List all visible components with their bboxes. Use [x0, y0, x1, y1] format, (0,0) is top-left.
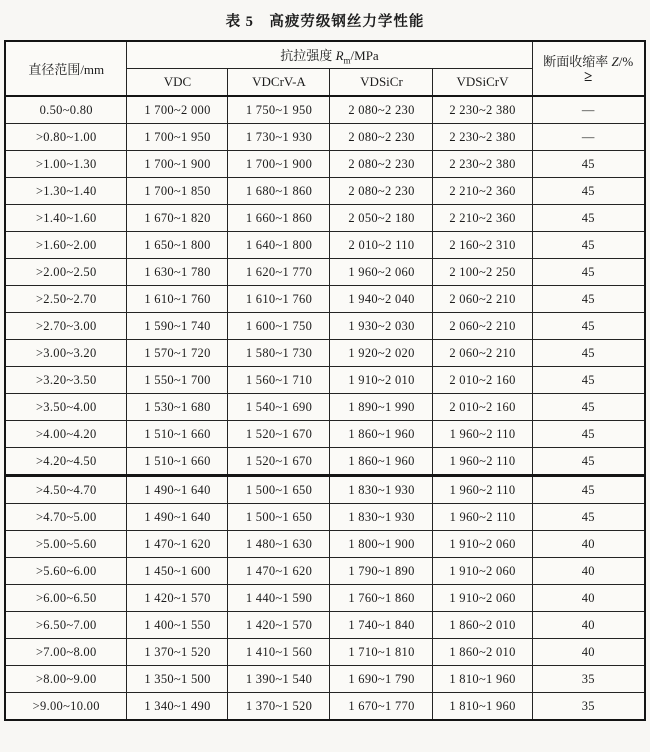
tensile-symbol-subscript: m: [343, 55, 351, 66]
reduction-unit: /%: [618, 54, 634, 69]
cell-tensile-range: 1 570~1 720: [127, 340, 228, 367]
cell-diameter-range: >2.70~3.00: [5, 313, 127, 340]
table-row: [5, 504, 645, 531]
cell-tensile-range: 1 470~1 620: [228, 558, 330, 585]
cell-tensile-range: 1 810~1 960: [433, 693, 532, 721]
cell-tensile-range: 1 540~1 690: [228, 394, 330, 421]
cell-tensile-range: 1 680~1 860: [228, 178, 330, 205]
cell-tensile-range: 1 590~1 740: [127, 313, 228, 340]
cell-tensile-range: 1 340~1 490: [127, 693, 228, 721]
cell-diameter-range: >4.20~4.50: [5, 448, 127, 476]
cell-tensile-range: 1 500~1 650: [228, 504, 330, 531]
tensile-symbol: R: [335, 47, 344, 63]
cell-reduction: 45: [532, 421, 645, 448]
cell-diameter-range: >0.80~1.00: [5, 124, 127, 151]
cell-tensile-range: 1 960~2 110: [433, 448, 532, 476]
cell-tensile-range: 1 890~1 990: [330, 394, 433, 421]
cell-tensile-range: 1 410~1 560: [228, 639, 330, 666]
cell-tensile-range: 1 370~1 520: [127, 639, 228, 666]
cell-tensile-range: 1 420~1 570: [228, 612, 330, 639]
cell-tensile-range: 1 710~1 810: [330, 639, 433, 666]
cell-diameter-range: >3.50~4.00: [5, 394, 127, 421]
cell-tensile-range: 2 230~2 380: [433, 124, 532, 151]
cell-tensile-range: 2 080~2 230: [330, 151, 433, 178]
cell-tensile-range: 2 210~2 360: [433, 205, 532, 232]
cell-tensile-range: 2 210~2 360: [433, 178, 532, 205]
cell-reduction: 45: [532, 476, 645, 504]
table-row: [5, 612, 645, 639]
cell-tensile-range: 1 500~1 650: [228, 476, 330, 504]
cell-tensile-range: 1 740~1 840: [330, 612, 433, 639]
cell-reduction: 45: [532, 205, 645, 232]
cell-tensile-range: 1 610~1 760: [228, 286, 330, 313]
cell-tensile-range: 1 960~2 110: [433, 476, 532, 504]
cell-tensile-range: 1 450~1 600: [127, 558, 228, 585]
cell-tensile-range: 1 470~1 620: [127, 531, 228, 558]
cell-tensile-range: 2 010~2 160: [433, 367, 532, 394]
cell-tensile-range: 2 010~2 110: [330, 232, 433, 259]
cell-tensile-range: 1 580~1 730: [228, 340, 330, 367]
cell-tensile-range: 1 520~1 670: [228, 448, 330, 476]
header-tensile-strength: [127, 41, 532, 69]
cell-tensile-range: 1 620~1 770: [228, 259, 330, 286]
table-row: [5, 448, 645, 476]
cell-tensile-range: 1 860~2 010: [433, 639, 532, 666]
cell-tensile-range: 1 700~1 900: [228, 151, 330, 178]
cell-diameter-range: >2.50~2.70: [5, 286, 127, 313]
cell-diameter-range: >4.50~4.70: [5, 476, 127, 504]
cell-reduction: —: [532, 96, 645, 124]
cell-reduction: 35: [532, 666, 645, 693]
cell-tensile-range: 1 910~2 060: [433, 585, 532, 612]
cell-diameter-range: >7.00~8.00: [5, 639, 127, 666]
table-row: [5, 639, 645, 666]
table-row: [5, 531, 645, 558]
tensile-unit: /MPa: [350, 47, 379, 63]
cell-tensile-range: 1 910~2 060: [433, 531, 532, 558]
reduction-label-text: 断面收缩率: [543, 54, 612, 69]
cell-tensile-range: 2 010~2 160: [433, 394, 532, 421]
cell-diameter-range: >6.00~6.50: [5, 585, 127, 612]
cell-tensile-range: 1 420~1 570: [127, 585, 228, 612]
cell-tensile-range: 1 960~2 060: [330, 259, 433, 286]
cell-reduction: 40: [532, 558, 645, 585]
cell-tensile-range: 2 230~2 380: [433, 96, 532, 124]
cell-diameter-range: >2.00~2.50: [5, 259, 127, 286]
cell-diameter-range: >3.20~3.50: [5, 367, 127, 394]
cell-reduction: 35: [532, 693, 645, 721]
cell-tensile-range: 1 490~1 640: [127, 504, 228, 531]
cell-tensile-range: 1 670~1 820: [127, 205, 228, 232]
table-row: [5, 232, 645, 259]
cell-tensile-range: 2 080~2 230: [330, 96, 433, 124]
cell-tensile-range: 1 700~1 850: [127, 178, 228, 205]
cell-diameter-range: 0.50~0.80: [5, 96, 127, 124]
mechanical-properties-table: [4, 40, 646, 721]
header-grade-vdcrv-a: VDCrV-A: [228, 69, 330, 97]
cell-tensile-range: 1 440~1 590: [228, 585, 330, 612]
cell-reduction: 40: [532, 531, 645, 558]
cell-tensile-range: 1 480~1 630: [228, 531, 330, 558]
cell-tensile-range: 1 400~1 550: [127, 612, 228, 639]
cell-tensile-range: 1 910~2 010: [330, 367, 433, 394]
cell-tensile-range: 2 080~2 230: [330, 178, 433, 205]
cell-tensile-range: 1 830~1 930: [330, 476, 433, 504]
cell-diameter-range: >5.60~6.00: [5, 558, 127, 585]
cell-tensile-range: 1 760~1 860: [330, 585, 433, 612]
cell-tensile-range: 1 830~1 930: [330, 504, 433, 531]
table-row: [5, 585, 645, 612]
cell-tensile-range: 1 930~2 030: [330, 313, 433, 340]
cell-diameter-range: >1.30~1.40: [5, 178, 127, 205]
cell-diameter-range: >4.70~5.00: [5, 504, 127, 531]
cell-tensile-range: 1 550~1 700: [127, 367, 228, 394]
cell-tensile-range: 1 350~1 500: [127, 666, 228, 693]
cell-tensile-range: 2 230~2 380: [433, 151, 532, 178]
cell-tensile-range: 1 390~1 540: [228, 666, 330, 693]
greater-equal-sign: ≥: [584, 69, 593, 85]
cell-tensile-range: 1 690~1 790: [330, 666, 433, 693]
reduction-label: [533, 52, 645, 69]
cell-tensile-range: 1 910~2 060: [433, 558, 532, 585]
cell-tensile-range: 2 060~2 210: [433, 286, 532, 313]
cell-reduction: 45: [532, 448, 645, 476]
table-row: [5, 178, 645, 205]
cell-tensile-range: 1 810~1 960: [433, 666, 532, 693]
cell-diameter-range: >1.00~1.30: [5, 151, 127, 178]
table-row: [5, 666, 645, 693]
cell-diameter-range: >1.40~1.60: [5, 205, 127, 232]
cell-reduction: 40: [532, 639, 645, 666]
table-row: [5, 421, 645, 448]
cell-tensile-range: 1 960~2 110: [433, 504, 532, 531]
table-body: [5, 96, 645, 720]
cell-tensile-range: 1 700~2 000: [127, 96, 228, 124]
table-row: [5, 367, 645, 394]
cell-tensile-range: 1 630~1 780: [127, 259, 228, 286]
cell-tensile-range: 1 800~1 900: [330, 531, 433, 558]
cell-tensile-range: 1 750~1 950: [228, 96, 330, 124]
cell-tensile-range: 1 650~1 800: [127, 232, 228, 259]
cell-diameter-range: >5.00~5.60: [5, 531, 127, 558]
header-grade-vdsicrv: VDSiCrV: [433, 69, 532, 97]
cell-tensile-range: 2 060~2 210: [433, 340, 532, 367]
table-caption: 表 5 高疲劳级钢丝力学性能: [225, 14, 425, 30]
table-row: [5, 151, 645, 178]
cell-reduction: 45: [532, 232, 645, 259]
cell-tensile-range: 1 370~1 520: [228, 693, 330, 721]
table-row: [5, 205, 645, 232]
cell-tensile-range: 1 860~1 960: [330, 421, 433, 448]
cell-tensile-range: 1 860~2 010: [433, 612, 532, 639]
cell-tensile-range: 2 060~2 210: [433, 313, 532, 340]
cell-reduction: 45: [532, 286, 645, 313]
cell-tensile-range: 2 050~2 180: [330, 205, 433, 232]
table-row: [5, 313, 645, 340]
table-row: [5, 259, 645, 286]
cell-reduction: 45: [532, 178, 645, 205]
table-row: [5, 693, 645, 721]
cell-reduction: —: [532, 124, 645, 151]
cell-diameter-range: >4.00~4.20: [5, 421, 127, 448]
cell-tensile-range: 2 080~2 230: [330, 124, 433, 151]
cell-tensile-range: 1 640~1 800: [228, 232, 330, 259]
reduction-symbol: Z: [611, 54, 619, 69]
cell-tensile-range: 1 860~1 960: [330, 448, 433, 476]
cell-tensile-range: 1 530~1 680: [127, 394, 228, 421]
header-grade-vdsicr: VDSiCr: [330, 69, 433, 97]
table-row: [5, 124, 645, 151]
table-row: [5, 340, 645, 367]
cell-tensile-range: 1 670~1 770: [330, 693, 433, 721]
cell-diameter-range: >6.50~7.00: [5, 612, 127, 639]
table-row: [5, 476, 645, 504]
cell-diameter-range: >8.00~9.00: [5, 666, 127, 693]
table-row: [5, 96, 645, 124]
cell-diameter-range: >1.60~2.00: [5, 232, 127, 259]
table-row: [5, 394, 645, 421]
cell-reduction: 45: [532, 504, 645, 531]
header-diameter-range: 直径范围/mm: [5, 41, 127, 96]
header-grade-vdc: VDC: [127, 69, 228, 97]
cell-tensile-range: 1 490~1 640: [127, 476, 228, 504]
cell-diameter-range: >3.00~3.20: [5, 340, 127, 367]
cell-reduction: 40: [532, 612, 645, 639]
header-row-top: [5, 41, 645, 69]
cell-tensile-range: 2 160~2 310: [433, 232, 532, 259]
cell-diameter-range: >9.00~10.00: [5, 693, 127, 721]
cell-tensile-range: 1 790~1 890: [330, 558, 433, 585]
cell-tensile-range: 1 510~1 660: [127, 448, 228, 476]
cell-reduction: 45: [532, 367, 645, 394]
cell-tensile-range: 1 960~2 110: [433, 421, 532, 448]
cell-reduction: 40: [532, 585, 645, 612]
table-row: [5, 286, 645, 313]
cell-tensile-range: 1 700~1 900: [127, 151, 228, 178]
cell-tensile-range: 1 510~1 660: [127, 421, 228, 448]
cell-tensile-range: 1 560~1 710: [228, 367, 330, 394]
cell-tensile-range: 1 600~1 750: [228, 313, 330, 340]
table-row: [5, 558, 645, 585]
cell-tensile-range: 1 730~1 930: [228, 124, 330, 151]
cell-reduction: 45: [532, 394, 645, 421]
cell-reduction: 45: [532, 313, 645, 340]
cell-tensile-range: 1 520~1 670: [228, 421, 330, 448]
cell-tensile-range: 1 660~1 860: [228, 205, 330, 232]
tensile-strength-label: 抗拉强度: [280, 47, 336, 63]
cell-reduction: 45: [532, 340, 645, 367]
cell-reduction: 45: [532, 259, 645, 286]
header-reduction-of-area: [532, 41, 645, 96]
cell-reduction: 45: [532, 151, 645, 178]
cell-tensile-range: 1 700~1 950: [127, 124, 228, 151]
cell-tensile-range: 1 610~1 760: [127, 286, 228, 313]
cell-tensile-range: 2 100~2 250: [433, 259, 532, 286]
cell-tensile-range: 1 940~2 040: [330, 286, 433, 313]
cell-tensile-range: 1 920~2 020: [330, 340, 433, 367]
